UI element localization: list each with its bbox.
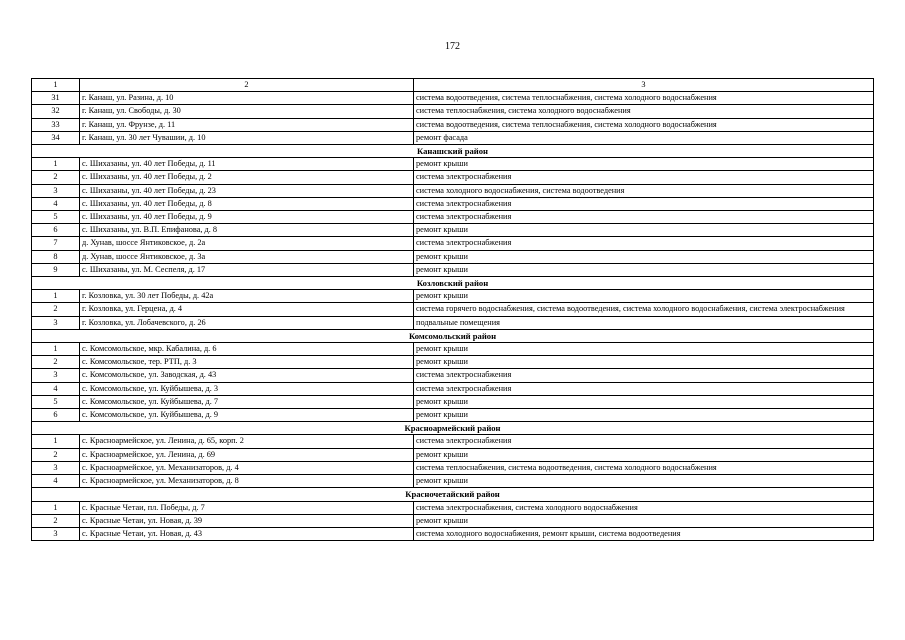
address-cell: г. Канаш, ул. Свободы, д. 30 [80, 105, 414, 118]
address-cell: с. Комсомольское, ул. Куйбышева, д. 9 [80, 409, 414, 422]
table-row [32, 303, 874, 316]
row-number: 1 [32, 343, 80, 356]
column-header: 3 [414, 79, 874, 92]
work-type-cell: ремонт крыши [414, 356, 874, 369]
district-title: Козловский район [32, 277, 874, 290]
address-cell: с. Шихазаны, ул. 40 лет Победы, д. 23 [80, 184, 414, 197]
row-number: 2 [32, 448, 80, 461]
table-row [32, 224, 874, 237]
table-row [32, 197, 874, 210]
work-type-cell: ремонт крыши [414, 158, 874, 171]
address-cell: с. Красноармейское, ул. Ленина, д. 65, корп. 2 [80, 435, 414, 448]
row-number: 1 [32, 501, 80, 514]
row-number: 1 [32, 290, 80, 303]
row-number: 34 [32, 131, 80, 144]
address-cell: г. Канаш, ул. Разина, д. 10 [80, 92, 414, 105]
table-row [32, 475, 874, 488]
row-number: 9 [32, 263, 80, 276]
address-cell: г. Козловка, ул. 30 лет Победы, д. 42а [80, 290, 414, 303]
table-row [32, 448, 874, 461]
work-type-cell: система электроснабжения, система холодного водоснабжения [414, 501, 874, 514]
work-type-cell: ремонт крыши [414, 409, 874, 422]
work-type-cell: ремонт крыши [414, 250, 874, 263]
row-number: 3 [32, 369, 80, 382]
table-row [32, 356, 874, 369]
work-type-cell: система горячего водоснабжения, система водоотведения, система холодного водоснабжения, система электроснабжения [414, 303, 874, 316]
row-number: 33 [32, 118, 80, 131]
row-number: 2 [32, 356, 80, 369]
table-row [32, 290, 874, 303]
row-number: 4 [32, 475, 80, 488]
address-cell: с. Шихазаны, ул. 40 лет Победы, д. 2 [80, 171, 414, 184]
table-row [32, 382, 874, 395]
work-type-cell: система холодного водоснабжения, ремонт крыши, система водоотведения [414, 527, 874, 540]
address-cell: с. Шихазаны, ул. 40 лет Победы, д. 8 [80, 197, 414, 210]
table-row [32, 316, 874, 329]
table-body [32, 79, 874, 541]
table-row [32, 250, 874, 263]
address-cell: с. Комсомольское, ул. Куйбышева, д. 7 [80, 395, 414, 408]
table-row [32, 343, 874, 356]
work-type-cell: ремонт крыши [414, 224, 874, 237]
district-header-row [32, 488, 874, 501]
row-number: 7 [32, 237, 80, 250]
row-number: 31 [32, 92, 80, 105]
address-cell: г. Козловка, ул. Герцена, д. 4 [80, 303, 414, 316]
address-cell: с. Шихазаны, ул. В.П. Епифанова, д. 8 [80, 224, 414, 237]
table-row [32, 501, 874, 514]
address-cell: с. Шихазаны, ул. 40 лет Победы, д. 9 [80, 211, 414, 224]
table-row [32, 184, 874, 197]
table-row [32, 527, 874, 540]
work-type-cell: система электроснабжения [414, 171, 874, 184]
address-cell: с. Красные Четаи, пл. Победы, д. 7 [80, 501, 414, 514]
district-header-row [32, 329, 874, 342]
work-type-cell: ремонт крыши [414, 263, 874, 276]
work-type-cell: система водоотведения, система теплоснабжения, система холодного водоснабжения [414, 92, 874, 105]
address-cell: с. Комсомольское, ул. Куйбышева, д. 3 [80, 382, 414, 395]
table-row [32, 131, 874, 144]
address-cell: г. Канаш, ул. 30 лет Чувашии, д. 10 [80, 131, 414, 144]
district-title: Красноармейский район [32, 422, 874, 435]
district-title: Канашский район [32, 145, 874, 158]
row-number: 2 [32, 514, 80, 527]
address-cell: г. Козловка, ул. Лобачевского, д. 26 [80, 316, 414, 329]
address-cell: с. Шихазаны, ул. М. Сеспеля, д. 17 [80, 263, 414, 276]
row-number: 4 [32, 382, 80, 395]
address-cell: д. Хунав, шоссе Янтиковское, д. 2а [80, 237, 414, 250]
address-cell: с. Комсомольское, тер. РТП, д. 3 [80, 356, 414, 369]
table-row [32, 461, 874, 474]
column-number-row [32, 79, 874, 92]
district-title: Комсомольский район [32, 329, 874, 342]
row-number: 3 [32, 184, 80, 197]
row-number: 6 [32, 224, 80, 237]
row-number: 32 [32, 105, 80, 118]
address-cell: с. Красные Четаи, ул. Новая, д. 39 [80, 514, 414, 527]
district-header-row [32, 422, 874, 435]
table-row [32, 92, 874, 105]
address-cell: с. Красные Четаи, ул. Новая, д. 43 [80, 527, 414, 540]
address-cell: с. Красноармейское, ул. Механизаторов, д. 4 [80, 461, 414, 474]
table-row [32, 118, 874, 131]
row-number: 2 [32, 303, 80, 316]
page-number: 172 [445, 41, 460, 52]
column-header: 2 [80, 79, 414, 92]
table-row [32, 395, 874, 408]
row-number: 3 [32, 527, 80, 540]
table-row [32, 237, 874, 250]
table-row [32, 514, 874, 527]
work-type-cell: ремонт крыши [414, 395, 874, 408]
row-number: 6 [32, 409, 80, 422]
work-type-cell: подвальные помещения [414, 316, 874, 329]
district-title: Красночетайский район [32, 488, 874, 501]
row-number: 3 [32, 461, 80, 474]
table-row [32, 171, 874, 184]
address-cell: с. Красноармейское, ул. Ленина, д. 69 [80, 448, 414, 461]
row-number: 8 [32, 250, 80, 263]
work-type-cell: ремонт крыши [414, 514, 874, 527]
repair-register-table [31, 78, 874, 541]
work-type-cell: система теплоснабжения, система водоотведения, система холодного водоснабжения [414, 461, 874, 474]
work-type-cell: система водоотведения, система теплоснабжения, система холодного водоснабжения [414, 118, 874, 131]
work-type-cell: ремонт крыши [414, 343, 874, 356]
work-type-cell: система холодного водоснабжения, система водоотведения [414, 184, 874, 197]
row-number: 5 [32, 395, 80, 408]
work-type-cell: система теплоснабжения, система холодного водоснабжения [414, 105, 874, 118]
table-row [32, 105, 874, 118]
work-type-cell: система электроснабжения [414, 435, 874, 448]
work-type-cell: ремонт крыши [414, 290, 874, 303]
table-row [32, 158, 874, 171]
row-number: 2 [32, 171, 80, 184]
table-row [32, 369, 874, 382]
row-number: 3 [32, 316, 80, 329]
address-cell: с. Комсомольское, ул. Заводская, д. 43 [80, 369, 414, 382]
column-header: 1 [32, 79, 80, 92]
table-row [32, 409, 874, 422]
work-type-cell: ремонт крыши [414, 475, 874, 488]
address-cell: с. Красноармейское, ул. Механизаторов, д. 8 [80, 475, 414, 488]
address-cell: г. Канаш, ул. Фрунзе, д. 11 [80, 118, 414, 131]
work-type-cell: система электроснабжения [414, 197, 874, 210]
district-header-row [32, 145, 874, 158]
row-number: 5 [32, 211, 80, 224]
work-type-cell: система электроснабжения [414, 237, 874, 250]
row-number: 1 [32, 435, 80, 448]
row-number: 4 [32, 197, 80, 210]
work-type-cell: ремонт фасада [414, 131, 874, 144]
address-cell: с. Комсомольское, мкр. Кабалина, д. 6 [80, 343, 414, 356]
table-row [32, 435, 874, 448]
address-cell: д. Хунав, шоссе Янтиковское, д. 3а [80, 250, 414, 263]
table-row [32, 263, 874, 276]
address-cell: с. Шихазаны, ул. 40 лет Победы, д. 11 [80, 158, 414, 171]
row-number: 1 [32, 158, 80, 171]
work-type-cell: система электроснабжения [414, 382, 874, 395]
work-type-cell: система электроснабжения [414, 369, 874, 382]
work-type-cell: система электроснабжения [414, 211, 874, 224]
table-row [32, 211, 874, 224]
work-type-cell: ремонт крыши [414, 448, 874, 461]
district-header-row [32, 277, 874, 290]
